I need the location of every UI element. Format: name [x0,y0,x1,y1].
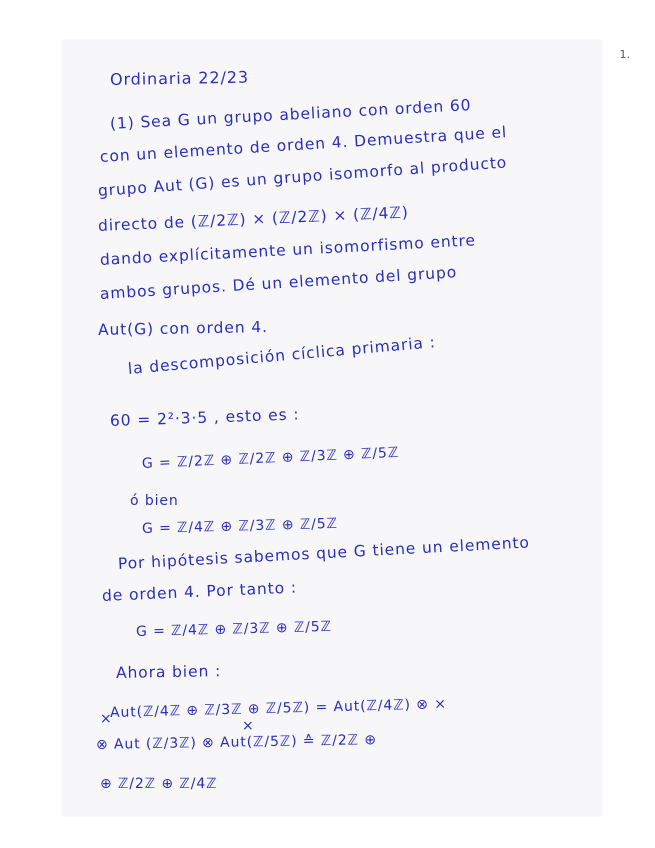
decomposition-equation: G = ℤ/4ℤ ⊕ ℤ/3ℤ ⊕ ℤ/5ℤ [141,515,339,537]
automorphism-equation: ⊗ Aut (ℤ/3ℤ) ⊗ Aut(ℤ/5ℤ) ≙ ℤ/2ℤ ⊕ [95,732,378,753]
decomposition-equation: G = ℤ/2ℤ ⊕ ℤ/2ℤ ⊕ ℤ/3ℤ ⊕ ℤ/5ℤ [141,444,400,472]
margin-x-mark: × [100,711,113,727]
margin-x-mark: × [242,718,255,734]
solution-intro: la descomposición cíclica primaria : [127,333,437,378]
hypothesis-line: Por hipótesis sabemos que G tiene un elemento [117,533,531,573]
problem-line: dando explícitamente un isomorfismo entre [99,231,477,269]
problem-line: con un elemento de orden 4. Demuestra que el [99,123,508,166]
automorphism-equation: ⊕ ℤ/2ℤ ⊕ ℤ/4ℤ [100,776,218,792]
problem-line: grupo Aut (G) es un grupo isomorfo al producto [97,153,508,200]
or-well-text: ó bien [130,493,179,509]
decomposition-equation: G = ℤ/4ℤ ⊕ ℤ/3ℤ ⊕ ℤ/5ℤ [135,618,333,640]
hypothesis-line: de orden 4. Por tanto : [101,578,298,605]
page-number: 1. [619,48,630,61]
now-text: Ahora bien : [115,662,222,682]
page-title: Ordinaria 22/23 [109,67,250,89]
problem-line: ambos grupos. Dé un elemento del grupo [99,263,458,303]
handwritten-page [62,40,630,816]
problem-line: directo de (ℤ/2ℤ) × (ℤ/2ℤ) × (ℤ/4ℤ) [97,203,410,235]
problem-line: (1) Sea G un grupo abeliano con orden 60 [109,96,472,133]
problem-line: Aut(G) con orden 4. [97,318,269,339]
automorphism-equation: Aut(ℤ/4ℤ ⊕ ℤ/3ℤ ⊕ ℤ/5ℤ) = Aut(ℤ/4ℤ) ⊗ × [109,696,448,721]
factorization: 60 = 2²·3·5 , esto es : [109,405,300,430]
